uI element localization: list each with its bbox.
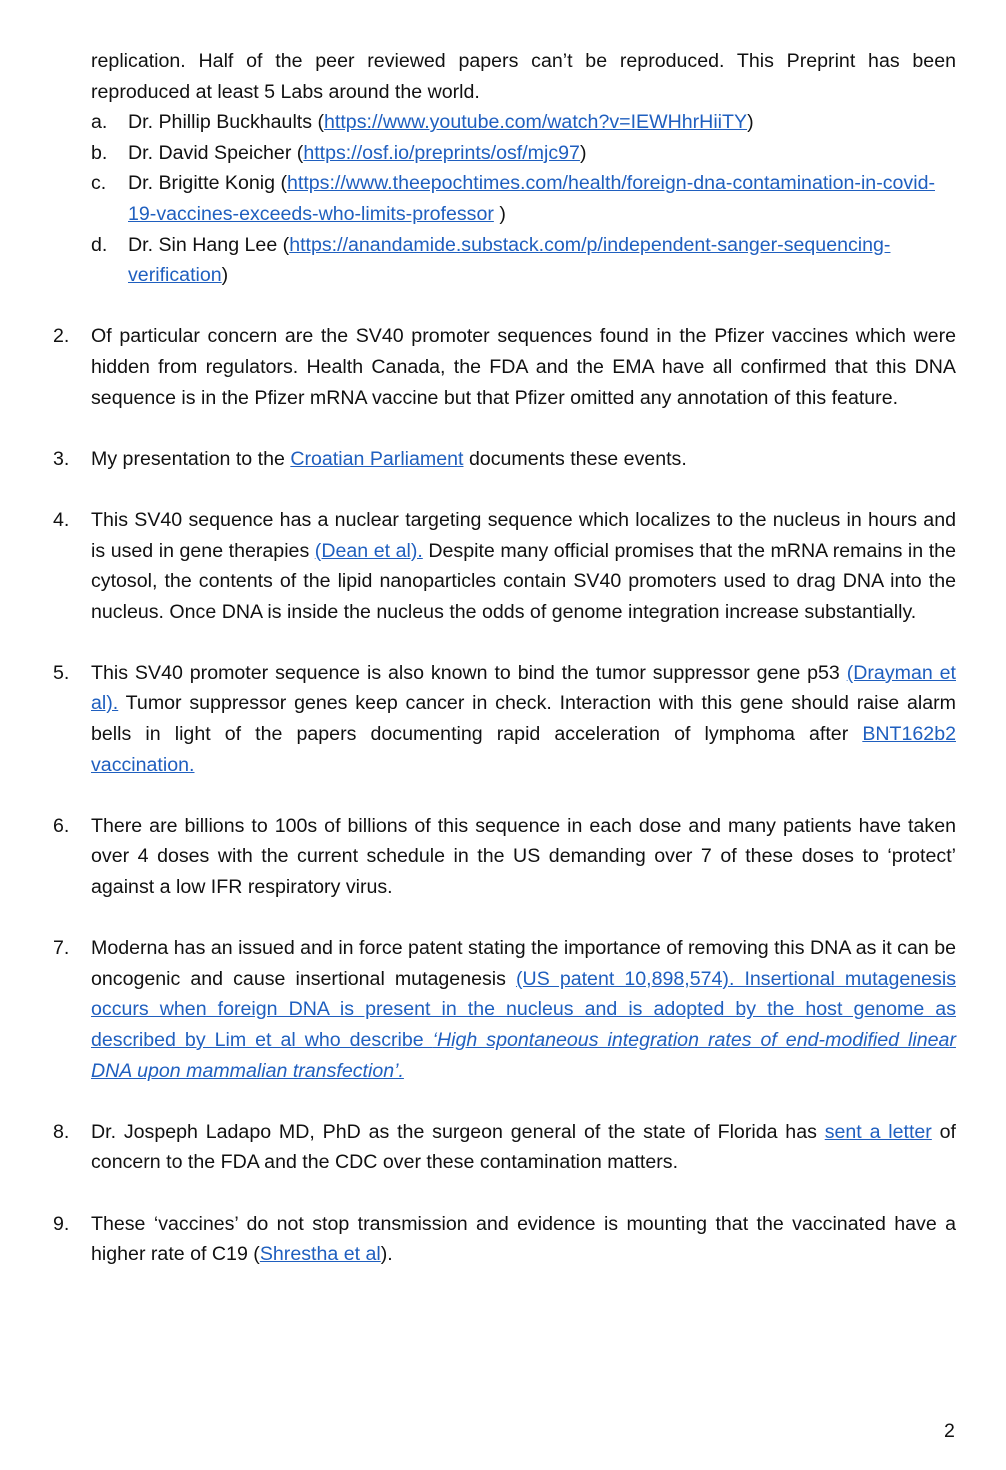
list-item	[53, 1209, 956, 1270]
text-segment: )	[493, 202, 506, 225]
text-segment: Of particular concern are the SV40 promoter sequences found in the Pfizer vaccines which were hidden from regulators. Health Canada, the FDA and the EMA have all confirmed that this DNA sequence is in the Pfizer mRNA vaccine but that Pfizer omitted any annotation of this feature.	[91, 325, 956, 409]
lab-reproduction-list	[53, 107, 956, 291]
hyperlink[interactable]: Shrestha et al	[259, 1243, 381, 1266]
hyperlink[interactable]: (Dean et al).	[314, 539, 423, 562]
list-number: 4.	[53, 508, 70, 531]
hyperlink[interactable]: ‘High spontaneous integration rates of end-modified linear DNA upon mammalian transfection’.	[91, 1029, 956, 1082]
list-number: 5.	[53, 661, 70, 684]
text-segment: This SV40 sequence has a nuclear targeting sequence which localizes to the nucleus in hours and is used in gene therapies	[91, 508, 956, 562]
hyperlink[interactable]: https://www.theepochtimes.com/health/foreign-dna-contamination-in-covid-19-vaccines-exceeds-who-limits-professor	[128, 172, 935, 225]
text-segment: These ‘vaccines’ do not stop transmission and evidence is mounting that the vaccinated have a higher rate of C19 (	[91, 1212, 956, 1266]
text-segment: Dr. Sin Hang Lee (	[128, 233, 290, 256]
text-segment: Moderna has an issued and in force patent stating the importance of removing this DNA as it can be oncogenic and cause insertional mutagenesis	[91, 937, 956, 990]
text-segment: replication. Half of the peer reviewed papers can’t be reproduced. This Preprint has been reproduced at least 5 Labs around the world.	[91, 50, 956, 103]
text-segment: Tumor suppressor genes keep cancer in check. Interaction with this gene should raise alarm bells in light of the papers documenting rapid acceleration of lymphoma after	[91, 692, 956, 746]
text-segment: )	[221, 264, 229, 287]
text-segment: Despite many official promises that the mRNA remains in the cytosol, the contents of the lipid nanoparticles contain SV40 promoters used to drag DNA into the nucleus. Once DNA is inside the nucleus the odds of genome integration increase substantially.	[91, 539, 956, 623]
list-letter: a.	[91, 111, 108, 134]
page-number: 2	[944, 1420, 955, 1442]
hyperlink[interactable]: Croatian Parliament	[290, 447, 464, 470]
hyperlink[interactable]: sent a letter	[824, 1120, 932, 1143]
list-number: 7.	[53, 937, 70, 960]
list-item	[53, 321, 956, 413]
list-number: 3.	[53, 447, 70, 470]
text-segment: Dr. David Speicher (	[128, 141, 304, 164]
text-segment: My presentation to the	[91, 447, 291, 470]
list-item	[53, 1117, 956, 1178]
list-letter: d.	[91, 233, 108, 256]
text-segment: )	[579, 141, 587, 164]
numbered-list	[53, 321, 956, 1269]
text-segment: Dr. Phillip Buckhaults (	[128, 111, 325, 134]
text-segment: There are billions to 100s of billions of this sequence in each dose and many patients have taken over 4 doses with the current schedule in the US demanding over 7 of these doses to ‘protect’ against a low IFR respiratory virus.	[91, 814, 956, 899]
list-item	[53, 933, 956, 1086]
text-segment: Dr. Brigitte Konig (	[128, 172, 287, 195]
list-number: 2.	[53, 325, 70, 348]
sub-list-item	[53, 230, 956, 291]
list-item	[53, 811, 956, 903]
hyperlink[interactable]: https://anandamide.substack.com/p/independent-sanger-sequencing-verification	[128, 233, 891, 287]
text-segment: documents these events.	[463, 447, 687, 470]
intro-paragraph	[91, 46, 956, 107]
list-item	[53, 444, 956, 475]
hyperlink[interactable]: https://www.youtube.com/watch?v=IEWHhrHiiTY	[324, 111, 748, 134]
list-letter: c.	[91, 172, 107, 195]
sub-list-item	[53, 138, 956, 169]
text-segment: )	[747, 111, 754, 134]
list-letter: b.	[91, 141, 108, 164]
list-number: 9.	[53, 1212, 70, 1235]
hyperlink[interactable]: https://osf.io/preprints/osf/mjc97	[303, 141, 580, 164]
text-segment: ).	[380, 1243, 393, 1266]
list-item	[53, 658, 956, 780]
list-number: 8.	[53, 1120, 70, 1143]
hyperlink[interactable]: (US patent 10,898,574). Insertional mutagenesis occurs when foreign DNA is present in the nucleus and is adopted by the host genome as described by Lim et al who describe	[91, 967, 956, 1051]
list-number: 6.	[53, 814, 70, 837]
text-segment: Dr. Jospeph Ladapo MD, PhD as the surgeon general of the state of Florida has	[91, 1120, 825, 1143]
list-item	[53, 505, 956, 627]
sub-list-item	[53, 168, 956, 229]
text-segment: of concern to the FDA and the CDC over these contamination matters.	[91, 1120, 956, 1174]
hyperlink[interactable]: BNT162b2 vaccination.	[91, 723, 956, 776]
text-segment: This SV40 promoter sequence is also known to bind the tumor suppressor gene p53	[91, 661, 847, 684]
hyperlink[interactable]: (Drayman et al).	[91, 661, 956, 715]
sub-list-item	[53, 107, 956, 138]
document-page	[53, 46, 956, 1270]
